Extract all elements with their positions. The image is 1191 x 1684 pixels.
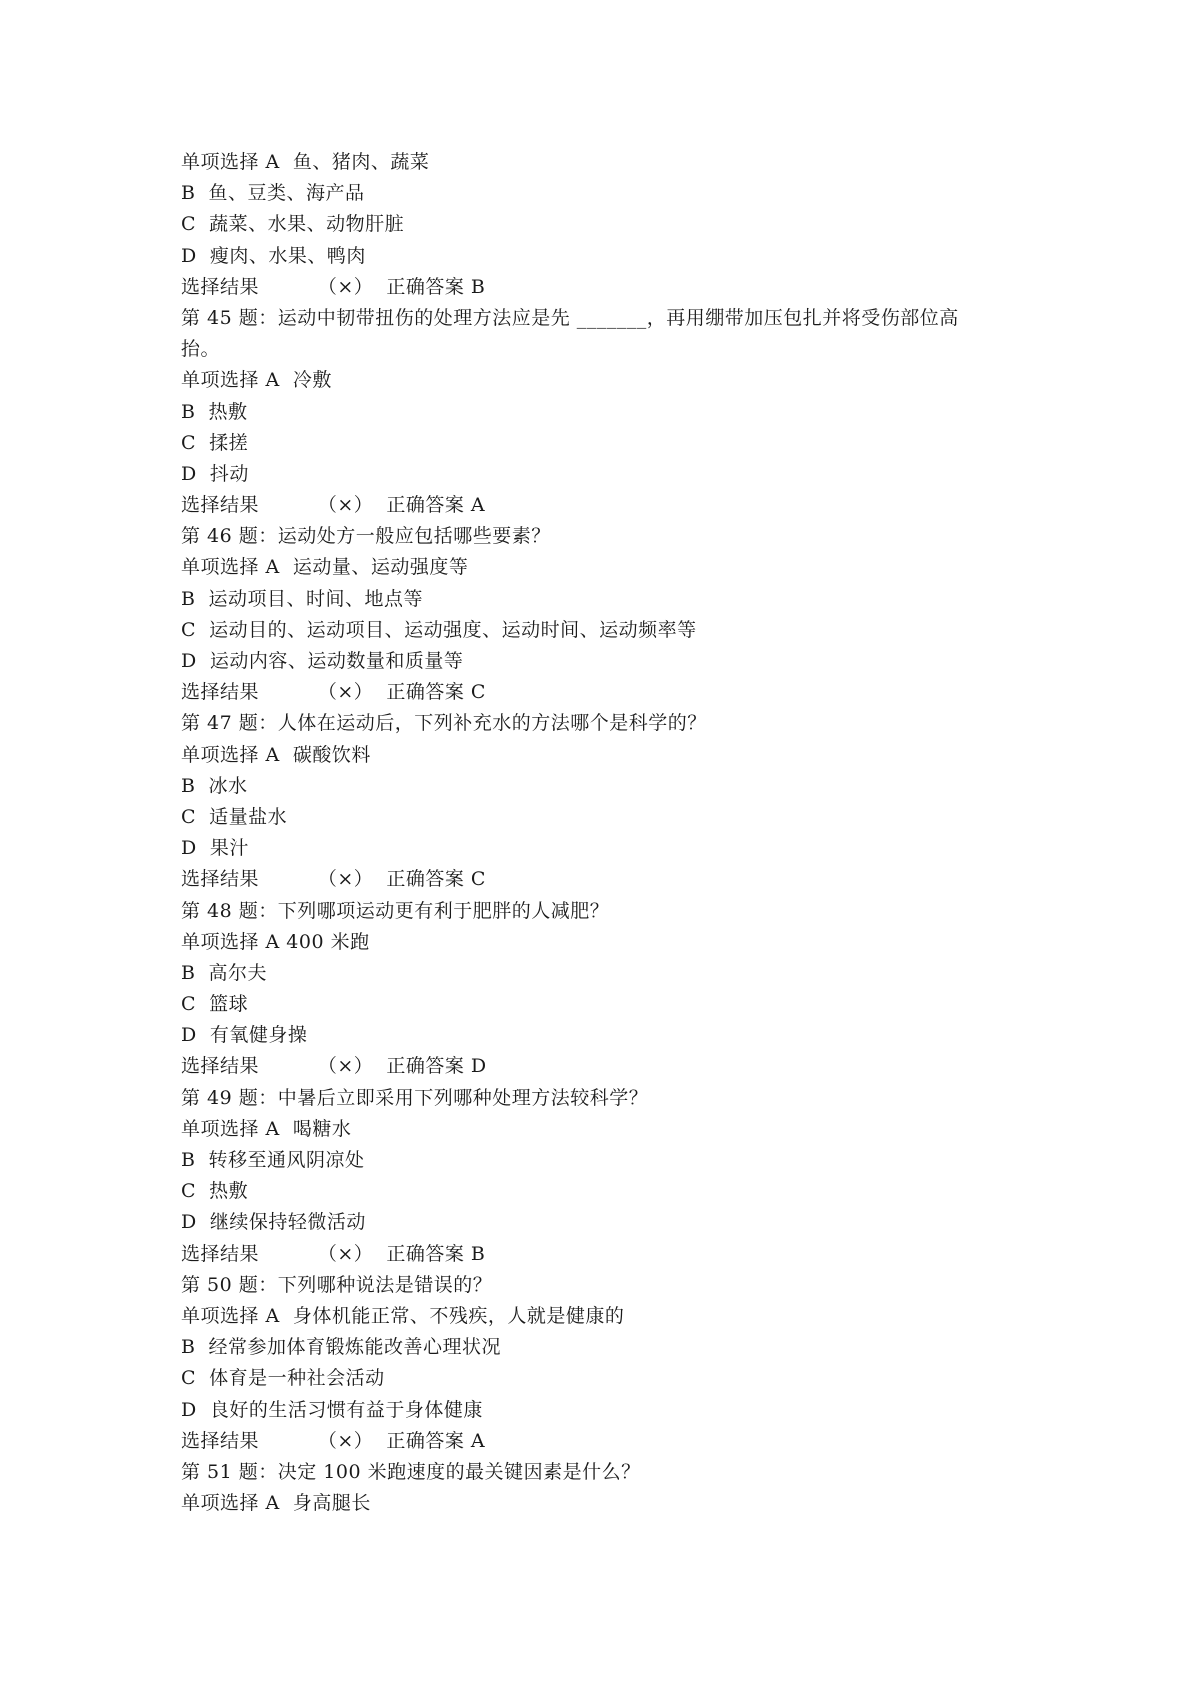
option-line: B 热敷 [181, 400, 248, 423]
option-line: 单项选择 A 鱼、猪肉、蔬菜 [181, 151, 430, 173]
question-line: 第 51 题：决定 100 米跑速度的最关键因素是什么？ [181, 1460, 641, 1483]
option-line: C 篮球 [181, 993, 249, 1016]
option-line: 单项选择 A 身体机能正常、不残疾，人就是健康的 [181, 1304, 625, 1327]
option-line: C 运动目的、运动项目、运动强度、运动时间、运动频率等 [181, 618, 697, 641]
question-line: 第 45 题：运动中韧带扭伤的处理方法应是先 _______，再用绷带加压包扎并将受伤部位高 [181, 306, 959, 329]
option-line: 单项选择 A 运动量、运动强度等 [181, 556, 469, 579]
question-line: 第 48 题：下列哪项运动更有利于肥胖的人减肥？ [181, 899, 610, 922]
option-line: 单项选择 A 冷敷 [181, 369, 332, 392]
document-page [181, 147, 1031, 1519]
result-line: 选择结果 （×） 正确答案 B [181, 275, 486, 298]
option-line: D 良好的生活习惯有益于身体健康 [181, 1398, 483, 1421]
option-line: C 蔬菜、水果、动物肝脏 [181, 213, 405, 236]
option-line: C 适量盐水 [181, 805, 288, 828]
question-line-continuation: 抬。 [181, 338, 221, 361]
result-line: 选择结果 （×） 正确答案 A [181, 494, 486, 517]
option-line: B 鱼、豆类、海产品 [181, 182, 365, 205]
option-line: C 体育是一种社会活动 [181, 1367, 385, 1390]
question-line: 第 47 题：人体在运动后，下列补充水的方法哪个是科学的？ [181, 712, 707, 735]
option-line: 单项选择 A 400 米跑 [181, 930, 370, 953]
option-line: D 瘦肉、水果、鸭肉 [181, 244, 366, 267]
question-line: 第 49 题：中暑后立即采用下列哪种处理方法较科学？ [181, 1086, 649, 1109]
option-line: B 经常参加体育锻炼能改善心理状况 [181, 1336, 502, 1359]
question-line: 第 50 题：下列哪种说法是错误的？ [181, 1273, 493, 1296]
result-line: 选择结果 （×） 正确答案 B [181, 1242, 486, 1265]
question-line: 第 46 题：运动处方一般应包括哪些要素？ [181, 525, 551, 548]
option-line: 单项选择 A 碳酸饮料 [181, 743, 371, 766]
option-line: B 运动项目、时间、地点等 [181, 587, 424, 610]
option-line: C 热敷 [181, 1180, 249, 1203]
option-line: 单项选择 A 喝糖水 [181, 1117, 352, 1140]
option-line: B 冰水 [181, 774, 248, 797]
option-line: B 高尔夫 [181, 961, 268, 984]
option-line: D 有氧健身操 [181, 1024, 308, 1047]
option-line: D 果汁 [181, 837, 249, 860]
option-line: D 继续保持轻微活动 [181, 1211, 366, 1234]
result-line: 选择结果 （×） 正确答案 C [181, 868, 486, 891]
result-line: 选择结果 （×） 正确答案 D [181, 1055, 487, 1078]
option-line: D 运动内容、运动数量和质量等 [181, 650, 464, 672]
option-line: C 揉搓 [181, 431, 249, 454]
option-line: B 转移至通风阴凉处 [181, 1149, 365, 1171]
option-line: D 抖动 [181, 462, 249, 485]
result-line: 选择结果 （×） 正确答案 A [181, 1429, 486, 1452]
result-line: 选择结果 （×） 正确答案 C [181, 681, 486, 704]
option-line: 单项选择 A 身高腿长 [181, 1492, 371, 1515]
